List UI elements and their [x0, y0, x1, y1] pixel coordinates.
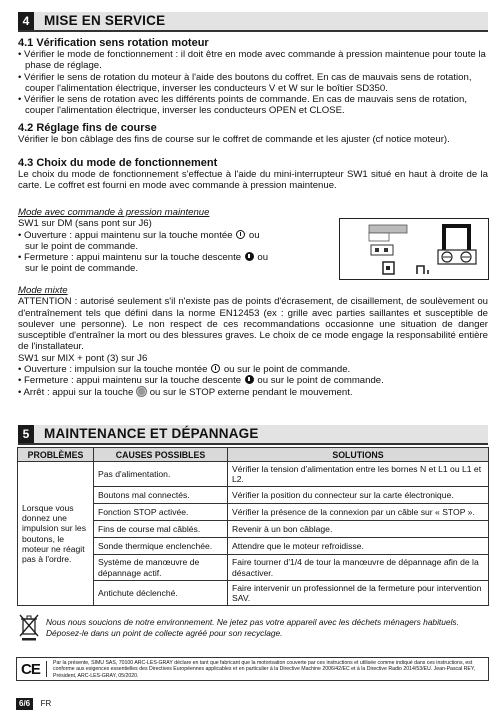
- section-4-1-bullets: [18, 49, 488, 117]
- section-4-2-text: Vérifier le bon câblage des fins de course sur le coffret de commande et les ajuster (cf notice moteur).: [18, 134, 450, 145]
- language-label: FR: [40, 699, 52, 708]
- environment-line-2: Déposez-le dans un point de collecte agréé pour son recyclage.: [46, 628, 283, 638]
- section-5-number: 5: [18, 425, 34, 443]
- sw1-j6-diagram: [339, 218, 489, 280]
- mode-mixte-title: Mode mixte: [18, 285, 68, 296]
- mode-mixte-stop: [18, 387, 488, 398]
- cause-cell: Boutons mal connectés.: [94, 487, 228, 504]
- environment-line-1: Nous nous soucions de notre environnement. Ne jetez pas votre appareil avec les déchets ménagers habituels.: [46, 617, 459, 627]
- mode-mixte-closing: [18, 375, 488, 386]
- down-button-icon: [245, 252, 254, 261]
- cause-cell: Antichute déclenché.: [94, 580, 228, 605]
- opening-end: sur le point de commande.: [25, 240, 139, 252]
- troubleshooting-table: [17, 447, 489, 606]
- mode-maintenue-line1: SW1 sur DM (sans pont sur J6): [18, 218, 152, 230]
- solution-cell: Vérifier la tension d'alimentation entre les bornes N et L1 ou L1 et L2.: [228, 462, 489, 487]
- stop-text: • Arrêt : appui sur la touche: [18, 386, 134, 398]
- column-header: PROBLÈMES: [18, 448, 94, 462]
- opening-end: ou sur le point de commande.: [223, 364, 351, 376]
- cause-cell: Fins de course mal câblés.: [94, 521, 228, 538]
- environment-note: [46, 617, 486, 639]
- mode-mixte-block: [18, 285, 488, 398]
- section-5-title: MAINTENANCE ET DÉPANNAGE: [44, 426, 259, 441]
- bullet-item: • Vérifier le sens de rotation avec les différents points de commande. En cas de mauvais sens de rotation, couper l'alimentation électrique, inverser les conducteurs OPEN et CLOSE.: [18, 94, 467, 117]
- mode-maintenue-block: [18, 207, 338, 275]
- cause-cell: Pas d'alimentation.: [94, 462, 228, 487]
- mode-mixte-opening: [18, 364, 488, 375]
- bullet-item: • Vérifier le mode de fonctionnement : il doit être en mode avec commande à pression maintenue pour toute la phase de réglage.: [18, 49, 486, 72]
- section-5-header: [18, 425, 488, 445]
- heading-4-1: 4.1 Vérification sens rotation moteur: [18, 37, 209, 49]
- page-footer: [16, 693, 52, 708]
- mode-maintenue-opening: [18, 230, 338, 253]
- ce-mark-logo: CE: [21, 661, 40, 678]
- closing-end: sur le point de commande.: [25, 263, 139, 275]
- crossed-bin-icon: [17, 613, 41, 641]
- solution-cell: Faire intervenir un professionnel de la fermeture pour intervention SAV.: [228, 580, 489, 605]
- mode-maintenue-title: Mode avec commande à pression maintenue: [18, 207, 210, 218]
- solution-cell: Revenir à un bon câblage.: [228, 521, 489, 538]
- ce-separator: [46, 661, 47, 677]
- mode-mixte-warning: ATTENTION : autorisé seulement s'il n'existe pas de points d'écrasement, de cisaillement, de soulèvement ou d'entraînement tels que défini dans la norme EN12453 (ex : grille avec parties saillantes et susceptible de soulever une personne). Le non respect de ces recommandations occasionne une situation de danger susceptible d'entraîner la mort ou des blessures graves. Le choix de ce mode engage la responsabilité entière de l'installateur.: [18, 296, 488, 353]
- section-4-title: MISE EN SERVICE: [44, 13, 166, 28]
- mode-mixte-line1: SW1 sur MIX + pont (3) sur J6: [18, 352, 148, 364]
- section-4-number: 4: [18, 12, 34, 30]
- solution-cell: Attendre que le moteur refroidisse.: [228, 538, 489, 555]
- opening-text: • Ouverture : impulsion sur la touche montée: [18, 364, 208, 376]
- up-button-icon: [211, 364, 220, 373]
- up-button-icon: [236, 230, 245, 239]
- solution-cell: Vérifier la position du connecteur sur la carte électronique.: [228, 487, 489, 504]
- cause-cell: Fonction STOP activée.: [94, 504, 228, 521]
- section-4-header: [18, 12, 488, 32]
- ce-declaration-text: Par la présente, SIMU SAS, 70100 ARC-LES-GRAY déclare en tant que fabricant que la motorisation couverte par ces instructions et utilisée comme indiqué dans ces instructions, est conforme aux exigences essentielles des Directives Européennes applicables et en particulier à la Directive Machine 2006/42/EC et à la Directive Radio 2014/53/EU. Jean-Pascal REY, Président, ARC-LES-GRAY, 05/2020.: [53, 660, 476, 679]
- solution-cell: Vérifier la présence de la connexion par un câble sur « STOP ».: [228, 504, 489, 521]
- solution-cell: Faire tourner d'1/4 de tour la manœuvre de dépannage afin de la désactiver.: [228, 555, 489, 580]
- stop-button-icon: [137, 387, 146, 396]
- down-button-icon: [245, 375, 254, 384]
- bullet-item: • Vérifier le sens de rotation du moteur à l'aide des boutons du coffret. En cas de mauvais sens de rotation, couper l'alimentation électrique, inverser les conducteurs V et W sur le boîtier SD350.: [18, 71, 472, 94]
- mode-maintenue-closing: [18, 252, 338, 275]
- opening-or: ou: [248, 229, 260, 241]
- table-header-row: [18, 448, 489, 462]
- page-number-badge: 6/6: [16, 698, 33, 710]
- section-4-3-text: Le choix du mode de fonctionnement s'effectue à l'aide du mini-interrupteur SW1 situé en haut à droite de la carte. Le coffret est fourni en mode avec commande à pression maintenue.: [18, 169, 488, 192]
- column-header: CAUSES POSSIBLES: [94, 448, 228, 462]
- closing-text: • Fermeture : appui maintenu sur la touche descente: [18, 252, 242, 264]
- table-row: [18, 462, 489, 487]
- ce-declaration: [16, 657, 489, 681]
- closing-or: ou: [257, 252, 269, 264]
- opening-text: • Ouverture : appui maintenu sur la touche montée: [18, 229, 233, 241]
- cause-cell: Système de manœuvre de dépannage actif.: [94, 555, 228, 580]
- problem-cell: Lorsque vous donnez une impulsion sur les boutons, le moteur ne réagit pas à l'ordre.: [18, 462, 94, 606]
- heading-4-3: 4.3 Choix du mode de fonctionnement: [18, 157, 218, 169]
- heading-4-2: 4.2 Réglage fins de course: [18, 122, 157, 134]
- column-header: SOLUTIONS: [228, 448, 489, 462]
- stop-end: ou sur le STOP externe pendant le mouvement.: [149, 386, 353, 398]
- diagram-drawing: [340, 219, 490, 281]
- closing-end: ou sur le point de commande.: [257, 375, 384, 387]
- closing-text: • Fermeture : appui maintenu sur la touche descente: [18, 375, 242, 387]
- cause-cell: Sonde thermique enclenchée.: [94, 538, 228, 555]
